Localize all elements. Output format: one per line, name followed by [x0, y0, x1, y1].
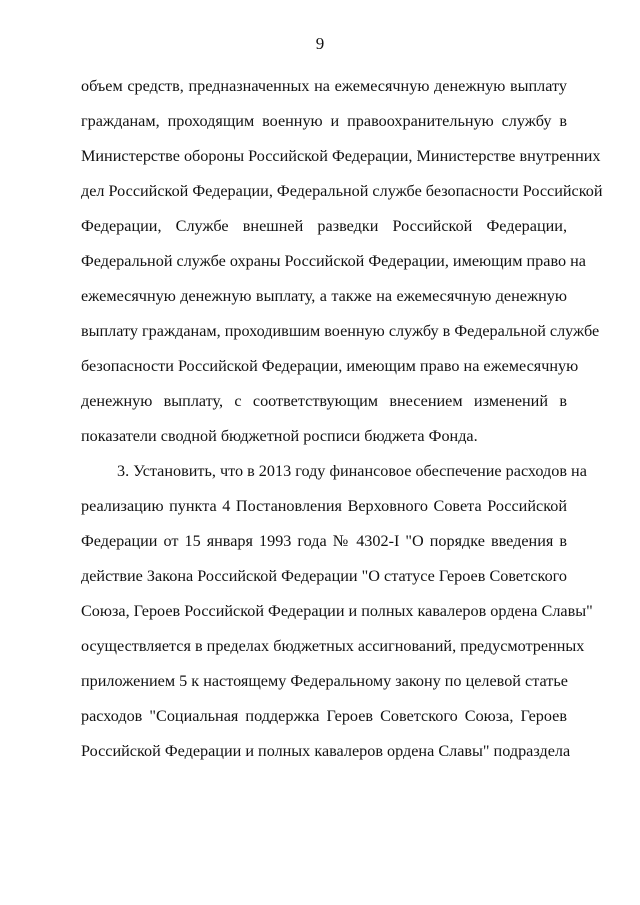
paragraph-item-3 — [81, 454, 593, 769]
page-number: 9 — [315, 34, 325, 53]
text-line: 3. Установить, что в 2013 году финансовое обеспечение расходов на — [117, 462, 587, 480]
text-line: реализацию пункта 4 Постановления Верховного Совета Российской — [81, 497, 567, 515]
text-line: расходов "Социальная поддержка Героев Советского Союза, Героев — [81, 707, 567, 725]
text-line: выплату гражданам, проходившим военную службу в Федеральной службе — [81, 322, 600, 340]
text-line: гражданам, проходящим военную и правоохранительную службу в — [81, 112, 567, 130]
paragraph-budget-allocation — [81, 69, 603, 454]
text-line: Союза, Героев Российской Федерации и полных кавалеров ордена Славы" — [81, 602, 593, 620]
text-line: приложением 5 к настоящему Федеральному закону по целевой статье — [81, 672, 568, 690]
text-line: действие Закона Российской Федерации "О статусе Героев Советского — [81, 567, 567, 585]
text-line: объем средств, предназначенных на ежемесячную денежную выплату — [81, 77, 567, 95]
text-line: дел Российской Федерации, Федеральной службе безопасности Российской — [81, 182, 603, 200]
text-line: Федерации, Службе внешней разведки Российской Федерации, — [81, 217, 567, 235]
text-line: Федерации от 15 января 1993 года № 4302-I "О порядке введения в — [81, 532, 567, 550]
text-line: Федеральной службе охраны Российской Федерации, имеющим право на — [81, 252, 586, 270]
text-line: осуществляется в пределах бюджетных ассигнований, предусмотренных — [81, 637, 585, 655]
text-line: показатели сводной бюджетной росписи бюджета Фонда. — [81, 427, 478, 445]
text-line: Министерстве обороны Российской Федерации, Министерстве внутренних — [81, 147, 601, 165]
text-line: денежную выплату, с соответствующим внесением изменений в — [81, 392, 567, 410]
text-line: ежемесячную денежную выплату, а также на ежемесячную денежную — [81, 287, 567, 305]
text-line: безопасности Российской Федерации, имеющим право на ежемесячную — [81, 357, 579, 375]
text-line: Российской Федерации и полных кавалеров ордена Славы" подраздела — [81, 742, 571, 760]
document-body — [81, 69, 603, 769]
